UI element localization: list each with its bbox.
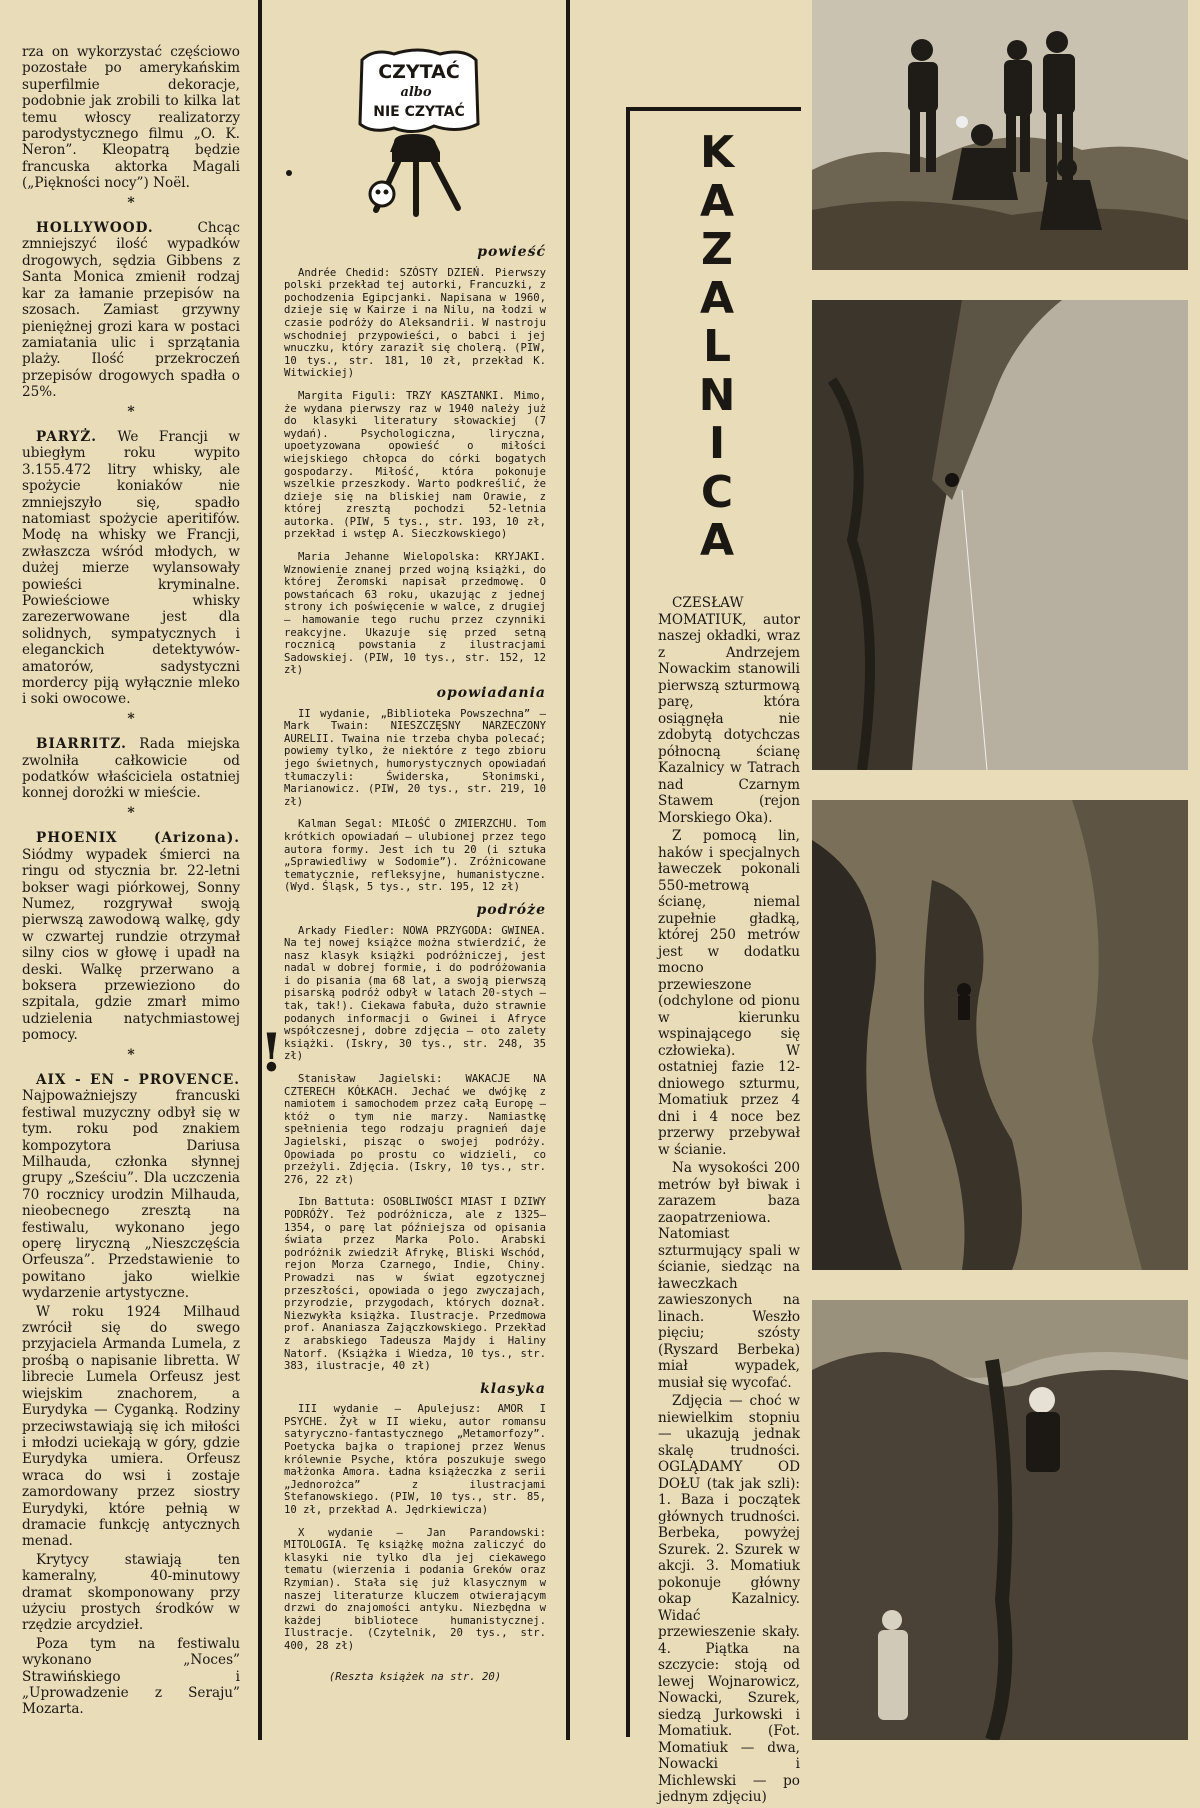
article-paragraph: Zdjęcia — choć w niewielkim stopniu — ukazują jednak skalę trudności. OGLĄDAMY OD DOŁU (tak jak szli): 1. Baza i początek głównych trudności. Berbeka, powyżej Szurek. 2. Szurek w akcji. 3. Momatiuk pokonuje główny okap Kazalnicy. Widać przewieszenie skały. 4. Piątka na szczycie: stoją od lewej Wojnarowicz, Nowacki, Szurek, siedzą Jurkowski i Momatiuk. (Fot. Momatiuk — dwa, Nowacki i Michlewski — po jednym zdjęciu) xyxy=(658,1393,800,1805)
title-letter: A xyxy=(699,515,735,566)
news-paragraph xyxy=(22,220,240,400)
photo-main-overhang-climb xyxy=(812,1300,1188,1740)
separator-star: * xyxy=(127,1046,135,1063)
title-letter: N xyxy=(698,369,736,421)
article-paragraph: CZESŁAW MOMATIUK, autor naszej okładki, wraz z Andrzejem Nowackim stanowili pierwszą szturmową parę, która osiągnęła nie zdobytą dotychczas północną ścianę Kazalnicy w Tatrach nad Czarnym Stawem (rejon Morskiego Oka). xyxy=(658,595,800,826)
book-review: X wydanie — Jan Parandowski: MITOLOGIA. Tę książkę można zaliczyć do klasyki nie tylko dla jej ciekawego tematu (wierzenia i podania Greków oraz Rzymian). Stała się już klasycznym w naszej literaturze kluczem otwierającym drzwi do znajomości antyku. Niezbędna w każdej bibliotece humanistycznej. Ilustracje. (Czytelnik, 20 tys., str. 400, 28 zł) xyxy=(284,1526,546,1652)
news-place: PHOENIX (Arizona). xyxy=(36,830,240,847)
title-letter: K xyxy=(699,127,735,178)
book-review: Ibn Battuta: OSOBLIWOŚCI MIAST I DZIWY PODRÓŻY. Też podróżnicza, ale z 1325—1354, o parę lat późniejsza od opisania świata przez Marka Polo. Arabski podróżnik zwiedził Afrykę, Bliski Wschód, rejon Morza Czarnego, Indie, Chiny. Prowadzi nas w świat egzotycznej przeszłości, opowiada o jego zwyczajach, przyrodzie, przygodach, których doznał. Niezwykła książka. Ilustracje. Przedmowa prof. Ananiasza Zajączkowskiego. Przekład z arabskiego Tadeusza Majdy i Haliny Natorf. (Książka i Wiedza, 10 tys., str. 383, ilustracje, 40 zł) xyxy=(284,1196,546,1373)
book-review: Arkady Fiedler: NOWA PRZYGODA: GWINEA. Na tej nowej książce można stwierdzić, że nasz klasyk książki podróżniczej, jest nadal w dobrej formie, i do podróżowania i do pisania (ma 68 lat, a swoją pierwszą pisarską podróż odbył w latach 20-stych — tak, tak!). Ciekawa fabuła, dużo strawnie podanych informacji o Gwinei i Afryce współczesnej, dobre zdjęcia — oto zalety książki. (Iskry, 30 tys., str. 248, 35 zł) xyxy=(284,924,546,1063)
news-paragraph xyxy=(22,1072,240,1302)
exclamation-mark: ! xyxy=(260,1023,283,1084)
separator-star: * xyxy=(127,194,135,211)
book-review: Andrée Chedid: SZÓSTY DZIEŃ. Pierwszy polski przekład tej autorki, Francuzki, z pochodzenia Egipcjanki. Napisana w 1960, dzieje się w Kairze i na Nilu, na łodzi w czasie podróży do Aleksandrii. W nastroju wschodniej przypowieści, o babci i jej wnuczku, który zaraził się cholerą. (PIW, 10 tys., str. 181, 10 zł, przekład K. Witwickiej) xyxy=(284,266,546,380)
news-column xyxy=(22,44,240,1720)
section-heading: opowiadania xyxy=(436,685,546,701)
news-place: PARYŻ. xyxy=(36,428,98,445)
bullet-dot xyxy=(286,170,292,176)
logo-line-3: NIE CZYTAĆ xyxy=(373,104,465,120)
news-paragraph xyxy=(22,830,240,1043)
book-review: II wydanie, „Biblioteka Powszechna” — Mark Twain: NIESZCZĘSNY NARZECZONY AURELII. Twaina nie trzeba chyba polecać; powiemy tylko, że niektóre z tego zbioru jego świetnych, humorystycznych opowiadań tłumaczyli: Świderska, Słonimski, Marianowicz. (PIW, 20 tys., str. 219, 10 zł) xyxy=(284,707,546,808)
logo-line-2: albo xyxy=(400,85,432,100)
news-place: HOLLYWOOD. xyxy=(36,220,154,237)
section-heading: podróże xyxy=(476,901,546,918)
title-letter: A xyxy=(699,175,735,227)
kazalnica-article-frame xyxy=(626,107,801,1805)
book-review: III wydanie — Apulejusz: AMOR I PSYCHE. Żył w II wieku, autor romansu satyryczno-fantastycznego „Metamorfozy”. Poetycka bajka o trapionej przez Wenus królewnie Psyche, która poszukuje swego małżonka Amora. Ładna książeczka z serii „Jednorożca” z ilustracjami Stefanowskiego. (PIW, 10 tys., str. 85, 10 zł, przekład A. Jędrkiewicza) xyxy=(284,1403,546,1517)
news-place: BIARRITZ. xyxy=(36,736,127,753)
czytac-albo-nie-czytac-logo xyxy=(354,42,484,222)
news-place: AIX - EN - PROVENCE. xyxy=(36,1071,240,1088)
news-text: Rada miejska zwolniła całkowicie od podatków właściciela ostatniej konnej dorożki w mieście. xyxy=(22,736,240,802)
news-text: Siódmy wypadek śmierci na ringu od stycznia br. 22-letni bokser wagi piórkowej, Sonny Numez, rozgrywał swoją pierwszą zawodową walkę, gdy w czwartej rundzie otrzymał silny cios w głowę i upadł na deski. Walkę przerwano a boksera przewieziono do szpitala, gdzie zmarł mimo udzielenia natychmiastowej pomocy. xyxy=(22,846,240,1044)
title-letter: I xyxy=(708,418,726,469)
news-text: Poza tym na festiwalu wykonano „Noces” Strawińskiego i „Uprowadzenie z Seraju” Mozarta. xyxy=(22,1635,240,1718)
section-heading: powieść xyxy=(477,244,546,260)
kazalnica-title xyxy=(692,129,742,566)
news-paragraph xyxy=(22,44,240,192)
news-text: Najpoważniejszy francuski festiwal muzyczny odbył się w tym. roku pod znakiem kompozytora Dariusa Milhauda, członka słynnej grupy „Sześciu”. Dla uczczenia 70 rocznicy urodzin Milhauda, nieobecnego zresztą na festiwalu, wykonano jego operę liryczną „Nieszczęścia Orfeusza”. Przedstawienie to powitano jako wielkie wydarzenie artystyczne. xyxy=(22,1088,240,1302)
continued-note: (Reszta książek na str. 20) xyxy=(328,1670,502,1683)
news-text: rza on wykorzystać częściowo pozostałe po amerykańskim superfilmie dekoracje, podobnie jak zrobili to kilka lat temu włoscy realizatorzy parodystycznego filmu „O. K. Neron”. Kleopatrą będzie francuska aktorka Magali („Piękności nocy”) Noël. xyxy=(22,44,240,192)
title-letter: L xyxy=(702,321,732,372)
section-heading: klasyka xyxy=(480,1380,546,1397)
news-text: Krytycy stawiają ten kameralny, 40-minutowy dramat skomponowany przy użyciu prostych środków w rzędzie arcydzieł. xyxy=(22,1551,240,1634)
news-paragraph xyxy=(22,1636,240,1718)
title-letter: A xyxy=(699,272,735,324)
news-paragraph xyxy=(22,736,240,802)
book-review: Maria Jehanne Wielopolska: KRYJAKI. Wznowienie znanej przed wojną książki, do której Żeromski napisał przedmowę. O powstańcach 63 roku, ukazując z jednej strony ich poświęcenie w walce, z drugiej — hamowanie tego ruchu przez czynniki reakcyjne. Ukazuje się przed setną rocznicą powstania z ilustracjami Sadowskiej. (PIW, 10 tys., str. 152, 12 zł) xyxy=(284,551,546,677)
news-text: Chcąc zmniejszyć ilość wypadków drogowych, sędzia Gibbens z Santa Monica zmienił rodzaj kar za łamanie przepisów na szosach. Zamiast grzywny pieniężnej grozi kara w postaci zamiatania ulic i sprzątania plaży. Ilość przekroczeń przepisów drogowych spadła o 25%. xyxy=(22,220,240,401)
article-paragraph: Z pomocą lin, haków i specjalnych ławeczek pokonali 550-metrową ścianę, niemal zupełnie gładką, której 250 metrów jest w dodatku mocno przewieszone (odchylone od pionu w kierunku wspinającego się człowieka). W ostatniej fazie 12-dniowego szturmu, Momatiuk przez 4 dni i 4 noce bez przerwy przebywał w ścianie. xyxy=(658,828,800,1158)
book-review: Stanisław Jagielski: WAKACJE NA CZTERECH KÓŁKACH. Jechać we dwójkę z namiotem i samochodem przez całą Europę — któż o tym nie marzy. Namiastkę spełnienia tego rodzaju pragnień daje Jagielski, pisząc o swojej podróży. Opowiada po prostu co widzieli, co przeżyli. Zdjęcia. (Iskry, 10 tys., str. 276, 22 zł) xyxy=(284,1073,546,1186)
book-review: Kalman Segal: MIŁOŚĆ O ZMIERZCHU. Tom krótkich opowiadań — ulubionej przez tego autora formy. Jest ich tu 20 (i sztuka „Sprawiedliwy w Sodomie”). Zróżnicowane tematycznie, refleksyjne, humanistyczne. (Wyd. Śląsk, 5 tys., str. 195, 12 zł) xyxy=(284,818,546,894)
book-review: Margita Figuli: TRZY KASZTANKI. Mimo, że wydana pierwszy raz w 1940 należy już do klasyki literatury słowackiej (7 wydań). Psychologiczna, liryczna, upoetyzowana opowieść o miłości wiejskiego chłopca do córki bogatych gospodarzy. Miłość, która pokonuje wszelkie przeszkody. Warto podkreślić, że dzieje się na bliskiej nam Orawie, z której zresztą pochodzi 52-letnia autorka. (PIW, 5 tys., str. 193, 10 zł, przekład i wstęp A. Sieczkowskiego) xyxy=(284,389,546,541)
news-paragraph xyxy=(22,1304,240,1550)
news-paragraph xyxy=(22,1552,240,1634)
separator-star: * xyxy=(127,403,135,420)
review-column xyxy=(284,240,546,1683)
separator-star: * xyxy=(127,710,135,727)
title-letter: Z xyxy=(701,224,733,275)
review-column-frame xyxy=(258,0,570,1740)
photo-overhang xyxy=(812,300,1188,770)
title-letter: C xyxy=(700,466,734,518)
news-paragraph xyxy=(22,429,240,708)
photo-climber-in-action xyxy=(812,800,1188,1270)
logo-line-1: CZYTAĆ xyxy=(378,61,460,83)
news-text: We Francji w ubiegłym roku wypito 3.155.472 litry whisky, ale spożycie koniaków nie zmniejszyło się, spadło natomiast spożycie aperitifów. Modę na whisky we Francji, zwłaszcza wśród młodych, w dużej mierze wylansowały powieści kryminalne. Powieściowe whisky zarezerwowane jest dla solidnych, sympatycznych i eleganckich detektywów-amatorów, sadystyczni mordercy piją wyłącznie mleko i soki owocowe. xyxy=(22,428,240,708)
news-text: W roku 1924 Milhaud zwrócił się do swego przyjaciela Armanda Lumela, z prośbą o napisanie libretta. W librecie Lumela Orfeusz jest wiejskim znachorem, a Eurydyka — Cyganką. Rodziny przeciwstawiają się ich miłości i młodzi uciekają w góry, gdzie Eurydyka umiera. Orfeusz wraca do wsi i zostaje zamordowany przez siostry Eurydyki, które pełnią w dramacie funkcję antycznych menad. xyxy=(22,1303,240,1550)
article-paragraph: Na wysokości 200 metrów był biwak i zarazem baza zaopatrzeniowa. Natomiast szturmujący spali w ścianie, siedząc na ławeczkach zawieszonych na linach. Weszło pięciu; szósty (Ryszard Berbeka) miał wypadek, musiał się wycofać. xyxy=(658,1160,800,1391)
kazalnica-article-text xyxy=(658,595,800,1808)
separator-star: * xyxy=(127,804,135,821)
photo-summit-team xyxy=(812,0,1188,270)
